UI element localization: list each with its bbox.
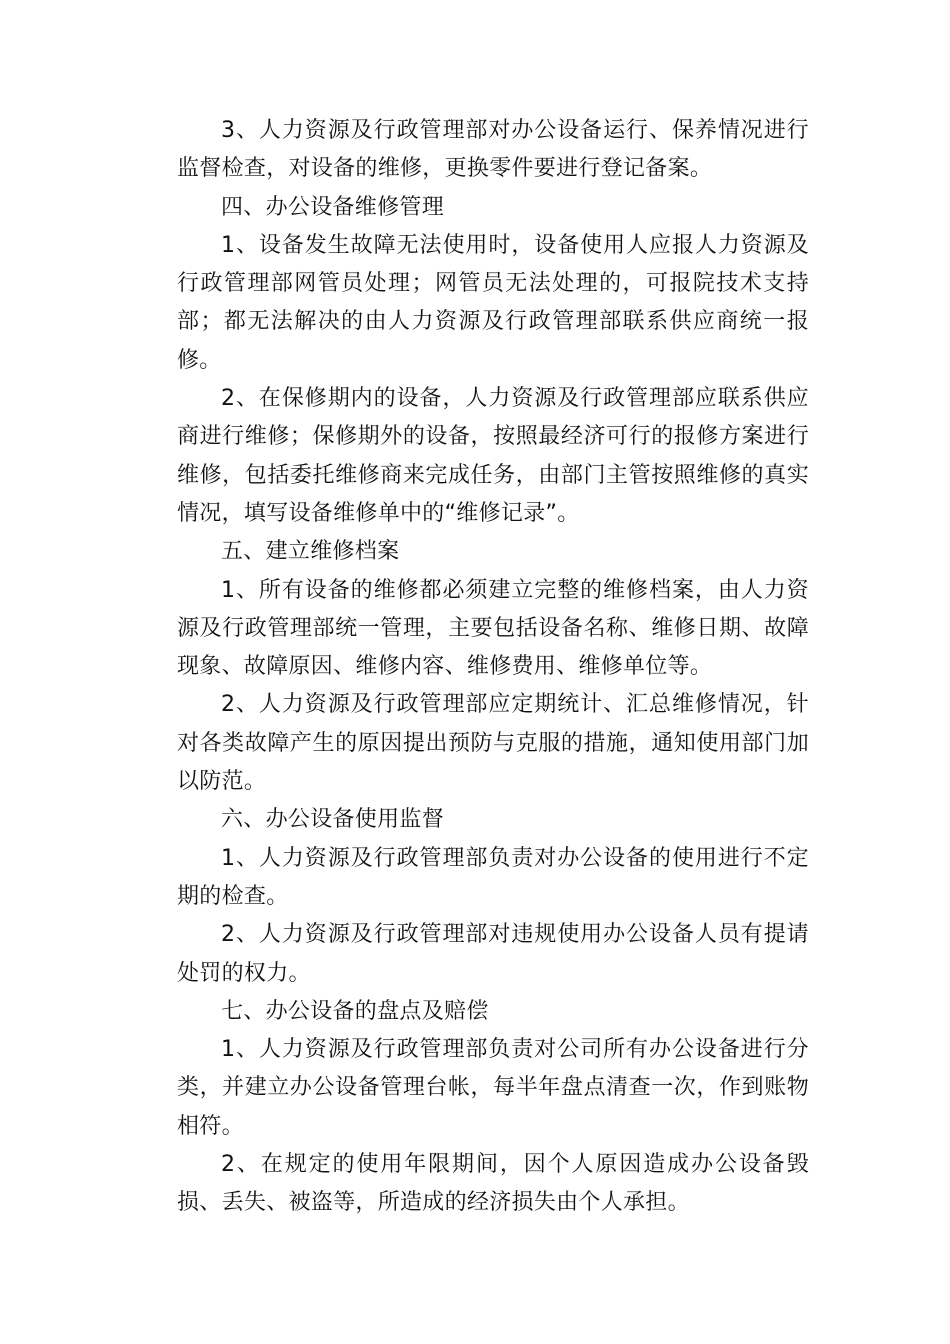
paragraph-5-2: 2、人力资源及行政管理部应定期统计、汇总维修情况，针对各类故障产生的原因提出预防与克服的措施，通知使用部门加以防范。	[177, 692, 809, 795]
section-heading-4: 四、办公设备维修管理	[221, 194, 445, 220]
paragraph-3-supervision: 3、人力资源及行政管理部对办公设备运行、保养情况进行监督检查，对设备的维修，更换零件要进行登记备案。	[177, 118, 809, 182]
paragraph-7-1: 1、人力资源及行政管理部负责对公司所有办公设备进行分类，并建立办公设备管理台帐，每半年盘点清查一次，作到账物相符。	[177, 1037, 809, 1139]
paragraph-6-2: 2、人力资源及行政管理部对违规使用办公设备人员有提请处罚的权力。	[177, 922, 809, 986]
paragraph-6-1: 1、人力资源及行政管理部负责对办公设备的使用进行不定期的检查。	[177, 845, 809, 909]
section-heading-7: 七、办公设备的盘点及赔偿	[221, 998, 489, 1024]
section-heading-5: 五、建立维修档案	[221, 539, 400, 565]
paragraph-4-2: 2、在保修期内的设备，人力资源及行政管理部应联系供应商进行维修；保修期外的设备，按照最经济可行的报修方案进行维修，包括委托维修商来完成任务，由部门主管按照维修的真实情况，填写设备维修单中的“维修记录”。	[177, 386, 809, 526]
paragraph-5-1: 1、所有设备的维修都必须建立完整的维修档案，由人力资源及行政管理部统一管理，主要包括设备名称、维修日期、故障现象、故障原因、维修内容、维修费用、维修单位等。	[177, 577, 809, 680]
paragraph-7-2: 2、在规定的使用年限期间，因个人原因造成办公设备毁损、丢失、被盗等，所造成的经济损失由个人承担。	[177, 1152, 809, 1216]
document-body	[177, 112, 809, 1223]
paragraph-4-1: 1、设备发生故障无法使用时，设备使用人应报人力资源及行政管理部网管员处理；网管员无法处理的，可报院技术支持部；都无法解决的由人力资源及行政管理部联系供应商统一报修。	[177, 232, 809, 373]
section-heading-6: 六、办公设备使用监督	[221, 807, 445, 833]
